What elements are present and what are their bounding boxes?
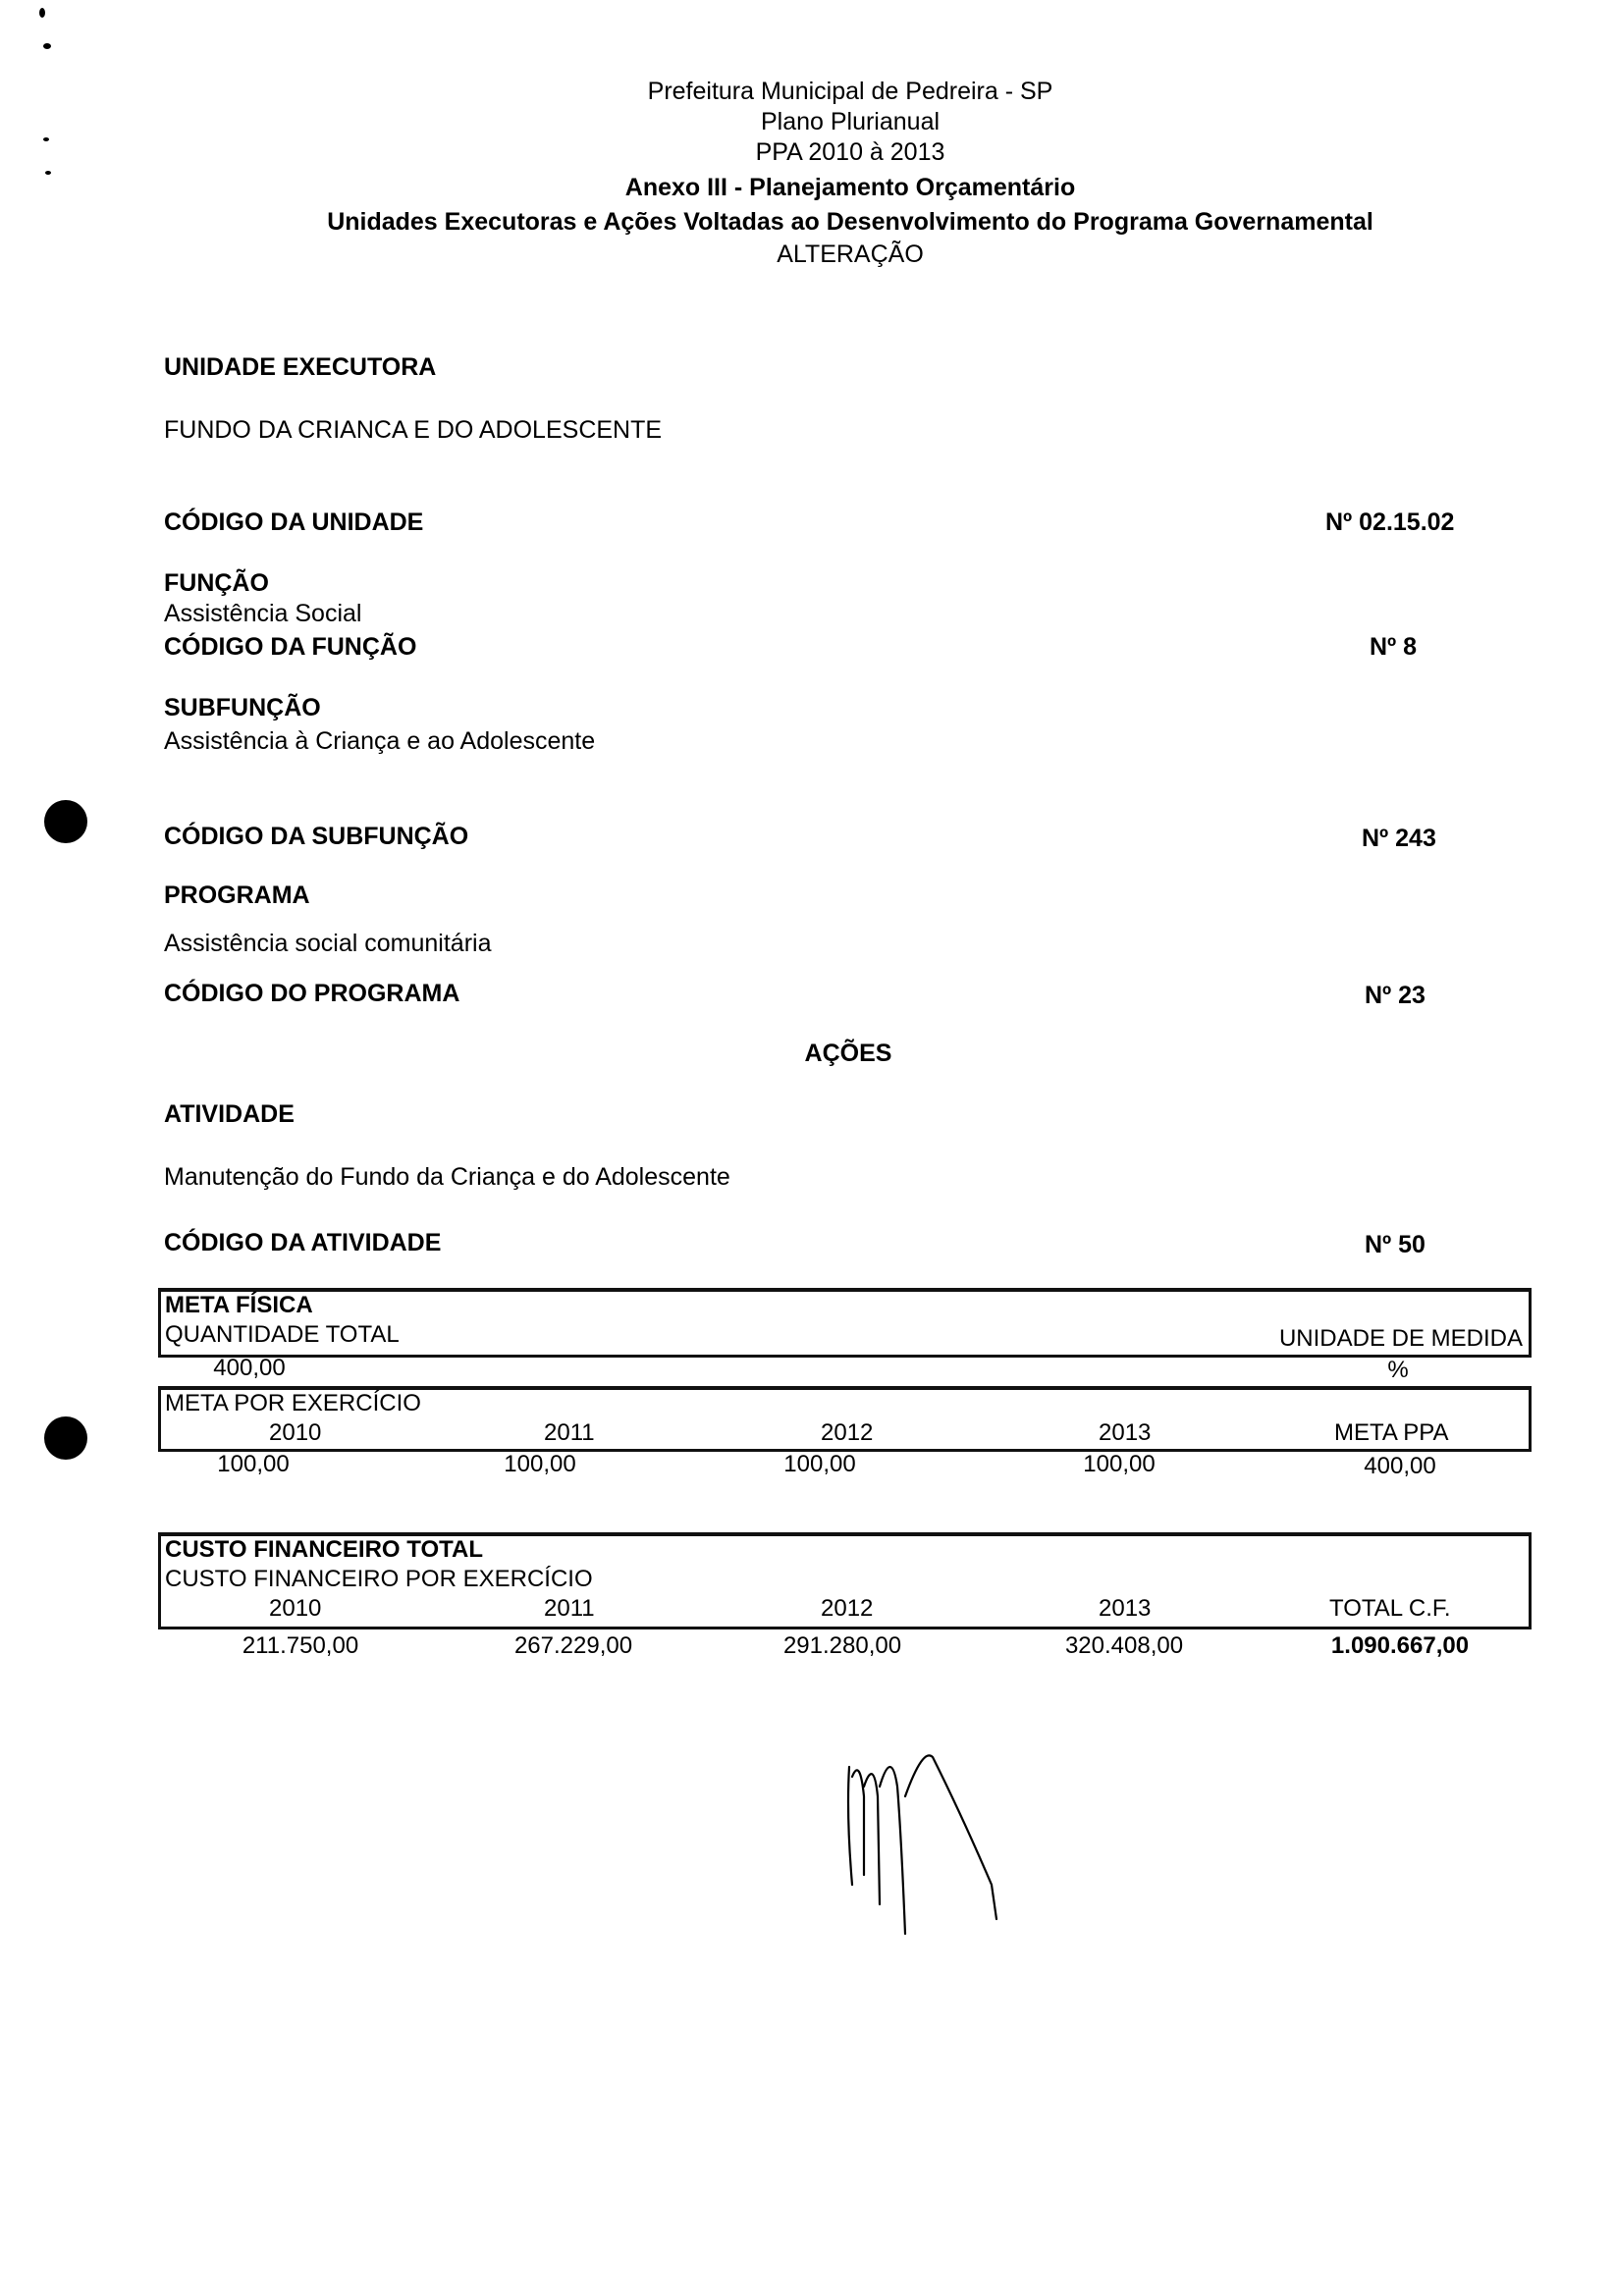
unidade-executora-value: FUNDO DA CRIANCA E DO ADOLESCENTE (164, 416, 663, 444)
header-municipality: Prefeitura Municipal de Pedreira - SP (647, 78, 1053, 105)
punch-hole (44, 800, 87, 843)
custo-header-2010: 2010 (269, 1595, 322, 1622)
programa-label: PROGRAMA (164, 881, 310, 909)
scan-mark (39, 8, 45, 18)
meta-value-2011: 100,00 (504, 1451, 576, 1477)
atividade-label: ATIVIDADE (164, 1100, 295, 1128)
header-plan: Plano Plurianual (760, 108, 941, 135)
meta-value-2012: 100,00 (783, 1451, 856, 1477)
meta-header-2010: 2010 (269, 1419, 322, 1446)
acoes-heading: AÇÕES (804, 1040, 892, 1067)
quantidade-total-value: 400,00 (213, 1355, 286, 1381)
codigo-subfuncao-value: Nº 243 (1362, 825, 1436, 852)
scan-mark (43, 137, 49, 141)
custo-header-2013: 2013 (1099, 1595, 1152, 1622)
scan-mark (43, 43, 51, 49)
header-subtitle: Unidades Executoras e Ações Voltadas ao Desenvolvimento do Programa Governamental (327, 208, 1373, 236)
subfuncao-value: Assistência à Criança e ao Adolescente (164, 727, 596, 755)
meta-header-2012: 2012 (821, 1419, 874, 1446)
meta-value-2010: 100,00 (217, 1451, 290, 1477)
subfuncao-label: SUBFUNÇÃO (164, 694, 321, 721)
meta-value-ppa: 400,00 (1364, 1453, 1436, 1479)
custo-value-2010: 211.750,00 (242, 1632, 359, 1659)
custo-value-2011: 267.229,00 (513, 1632, 633, 1659)
unidade-medida-value: % (1387, 1357, 1409, 1383)
meta-exercicio-title: META POR EXERCÍCIO (165, 1390, 421, 1416)
quantidade-total-label: QUANTIDADE TOTAL (165, 1321, 400, 1348)
custo-value-2012: 291.280,00 (782, 1632, 902, 1659)
atividade-value: Manutenção do Fundo da Criança e do Adolescente (164, 1163, 730, 1191)
header-period: PPA 2010 à 2013 (755, 138, 945, 166)
funcao-value: Assistência Social (164, 600, 362, 627)
meta-header-ppa: META PPA (1334, 1419, 1449, 1446)
meta-header-2013: 2013 (1099, 1419, 1152, 1446)
codigo-programa-label: CÓDIGO DO PROGRAMA (164, 980, 460, 1007)
custo-exercicio-title: CUSTO FINANCEIRO POR EXERCÍCIO (165, 1566, 593, 1592)
header-alteracao: ALTERAÇÃO (777, 240, 924, 268)
codigo-subfuncao-label: CÓDIGO DA SUBFUNÇÃO (164, 823, 469, 850)
codigo-unidade-value: Nº 02.15.02 (1325, 508, 1455, 536)
codigo-unidade-label: CÓDIGO DA UNIDADE (164, 508, 424, 536)
programa-value: Assistência social comunitária (164, 930, 492, 957)
codigo-programa-value: Nº 23 (1365, 982, 1426, 1009)
codigo-atividade-label: CÓDIGO DA ATIVIDADE (164, 1229, 442, 1256)
signature (834, 1737, 1011, 1944)
codigo-funcao-label: CÓDIGO DA FUNÇÃO (164, 633, 417, 661)
meta-exercicio-box (158, 1386, 1532, 1452)
meta-header-2011: 2011 (544, 1419, 595, 1446)
custo-value-total: 1.090.667,00 (1330, 1632, 1470, 1659)
custo-value-2013: 320.408,00 (1064, 1632, 1184, 1659)
meta-value-2013: 100,00 (1083, 1451, 1156, 1477)
unidade-executora-label: UNIDADE EXECUTORA (164, 353, 437, 381)
meta-fisica-title: META FÍSICA (165, 1292, 313, 1318)
custo-header-total: TOTAL C.F. (1329, 1595, 1451, 1622)
meta-fisica-box (158, 1288, 1532, 1358)
custo-header-2012: 2012 (821, 1595, 874, 1622)
codigo-funcao-value: Nº 8 (1370, 633, 1418, 661)
scan-mark (45, 171, 51, 175)
funcao-label: FUNÇÃO (164, 569, 269, 597)
punch-hole (44, 1416, 87, 1460)
header-annex: Anexo III - Planejamento Orçamentário (624, 174, 1076, 201)
custo-financeiro-box (158, 1532, 1532, 1629)
custo-header-2011: 2011 (544, 1595, 595, 1622)
unidade-medida-label: UNIDADE DE MEDIDA (1278, 1325, 1523, 1352)
codigo-atividade-value: Nº 50 (1365, 1231, 1426, 1258)
custo-total-title: CUSTO FINANCEIRO TOTAL (165, 1536, 483, 1563)
